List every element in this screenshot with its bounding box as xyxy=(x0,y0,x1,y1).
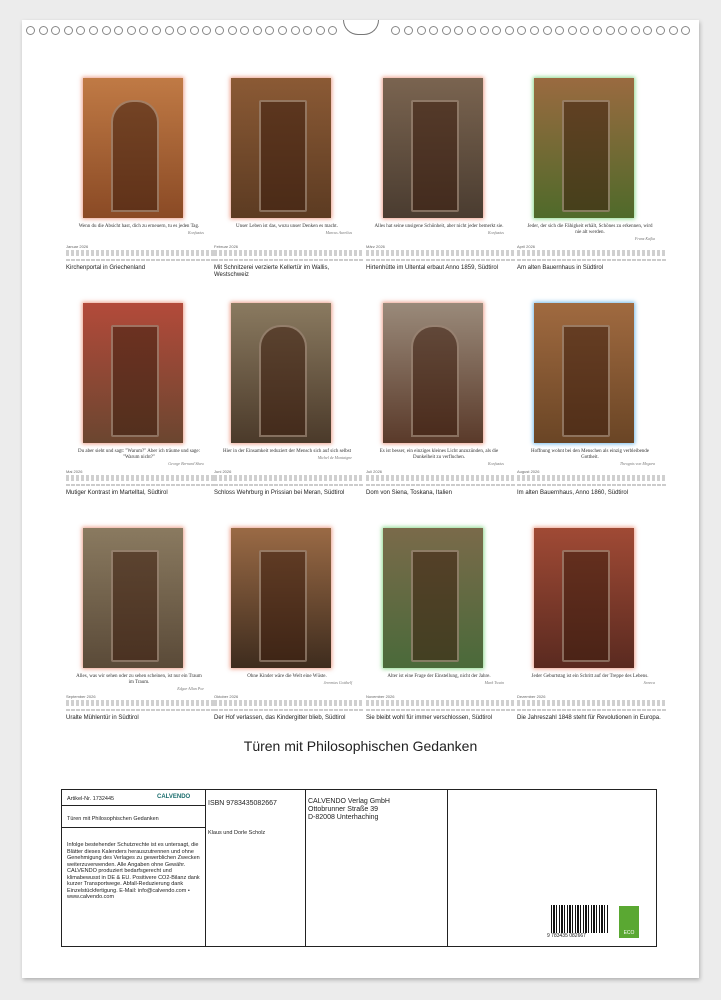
photo-caption: Schloss Wehrburg in Prissian bei Meran, Südtirol xyxy=(214,490,345,496)
binding-ring xyxy=(669,26,678,35)
quote xyxy=(74,224,204,236)
article-number: Artikel-Nr. 1732445 xyxy=(67,796,115,802)
day-grid-lines xyxy=(517,709,667,711)
day-grid xyxy=(517,475,667,481)
photo-caption: Im alten Bauernhaus, Anno 1860, Südtirol xyxy=(517,490,629,496)
series-title: Türen mit Philosophischen Gedanken xyxy=(67,816,159,822)
binding-ring xyxy=(253,26,262,35)
quote-author: Seneca xyxy=(643,680,655,685)
quote xyxy=(525,674,655,686)
quote-author: Konfuzius xyxy=(487,230,504,235)
day-grid-lines xyxy=(66,484,216,486)
door-photo xyxy=(83,528,183,668)
quote xyxy=(374,674,504,686)
binding-ring xyxy=(291,26,300,35)
quote-author: Michel de Montaigne xyxy=(317,455,352,460)
quote-author: Franz Kafka xyxy=(634,236,655,241)
door-shape xyxy=(259,550,307,662)
day-grid xyxy=(517,250,667,256)
day-grid xyxy=(66,475,216,481)
quote-text: Jeder, der sich die Fähigkeit erhält, Schönes zu erkennen, wird nie alt werden. xyxy=(527,224,653,235)
photo-caption: Uralte Mühlentür in Südtirol xyxy=(66,715,139,721)
binding-ring xyxy=(202,26,211,35)
binding-ring xyxy=(303,26,312,35)
door-photo xyxy=(534,78,634,218)
binding-ring xyxy=(64,26,73,35)
quote xyxy=(374,224,504,236)
day-grid-lines xyxy=(366,259,516,261)
door-photo xyxy=(231,78,331,218)
quote-author: Konfuzius xyxy=(487,461,504,466)
door-photo xyxy=(383,78,483,218)
quote-author: Jeremias Gotthelf xyxy=(323,680,352,685)
binding-ring xyxy=(404,26,413,35)
quote-text: Ohne Kinder wäre die Welt eine Wüste. xyxy=(247,674,327,679)
info-col-barcode xyxy=(447,790,656,946)
quote xyxy=(74,449,204,467)
photo-caption: Mutiger Kontrast im Martelltal, Südtirol xyxy=(66,490,168,496)
day-grid xyxy=(366,475,516,481)
door-shape xyxy=(562,325,610,437)
binding-ring xyxy=(89,26,98,35)
photo-caption: Die Jahreszahl 1848 steht für Revolutionen in Europa. xyxy=(517,715,661,721)
barcode xyxy=(551,905,609,933)
day-grid xyxy=(66,250,216,256)
day-grid-lines xyxy=(366,484,516,486)
eco-label: ECO xyxy=(623,930,635,936)
quote xyxy=(374,449,504,467)
month-name: August 2026 xyxy=(517,469,540,474)
binding-ring xyxy=(152,26,161,35)
quote-text: Alles, was wir sehen oder zu sehen scheinen, ist nur ein Traum im Traum. xyxy=(76,674,202,685)
binding-ring xyxy=(165,26,174,35)
day-grid xyxy=(366,250,516,256)
quote-text: Du aber sieht und sagt: "Warum?" Aber ich träume und sage: "Warum nicht?" xyxy=(78,449,200,460)
door-shape xyxy=(411,550,459,662)
photo-caption: Am alten Bauernhaus in Südtirol xyxy=(517,265,604,271)
photo-caption: Hirtenhütte im Ultental erbaut Anno 1859, Südtirol xyxy=(366,265,499,271)
binding-ring xyxy=(102,26,111,35)
day-grid xyxy=(214,475,364,481)
calendar-title: Türen mit Philosophischen Gedanken xyxy=(243,738,478,754)
binding-ring xyxy=(177,26,186,35)
info-col-publisher xyxy=(305,790,448,946)
binding-ring xyxy=(278,26,287,35)
door-photo xyxy=(383,303,483,443)
divider xyxy=(62,827,205,828)
quote-author: Edgar Allan Poe xyxy=(177,686,204,691)
authors: Klaus und Dorle Scholz xyxy=(208,830,266,836)
photo-caption: Mit Schnitzerei verzierte Kellertür im Wallis, Westschweiz xyxy=(214,265,330,278)
binding-ring xyxy=(454,26,463,35)
day-grid xyxy=(366,700,516,706)
binding-ring xyxy=(240,26,249,35)
quote xyxy=(74,674,204,692)
quote-author: Marcus Aurelius xyxy=(325,230,352,235)
legal-text: Infolge bestehender Schutzrechte ist es untersagt, die Blätter dieses Kalenders herauszutrennen und ohne Genehmigung des Verlages zu gewerblichen Zwecken weiterzuverwenden. Alle Angaben ohne Gewähr. CALVENDO produziert bedarfsgerecht und klimabewusst in DE & EU. Positivere CO2-Bilanz dank kurzer Transportwege. Abfall-Reduzierung dank Einzelstückfertigung. E-Mail: info@calvendo.com • www.calvendo.com xyxy=(67,842,200,900)
door-photo xyxy=(534,303,634,443)
door-photo xyxy=(83,78,183,218)
binding-ring xyxy=(517,26,526,35)
binding-ring xyxy=(530,26,539,35)
day-grid-lines xyxy=(517,259,667,261)
binding-ring xyxy=(51,26,60,35)
binding-ring xyxy=(555,26,564,35)
quote-text: Alles hat seine unsigene Schönheit, aber nicht jeder bemerkt sie. xyxy=(374,224,504,229)
info-col-isbn xyxy=(205,790,306,946)
binding-ring xyxy=(480,26,489,35)
month-name: März 2026 xyxy=(366,244,385,249)
binding-ring xyxy=(228,26,237,35)
info-col-article xyxy=(62,790,206,946)
info-box xyxy=(61,789,657,947)
binding-ring xyxy=(316,26,325,35)
binding-ring xyxy=(580,26,589,35)
binding-ring xyxy=(505,26,514,35)
door-shape xyxy=(411,100,459,212)
door-photo xyxy=(231,528,331,668)
binding-ring xyxy=(190,26,199,35)
binding-ring xyxy=(606,26,615,35)
day-grid-lines xyxy=(214,709,364,711)
day-grid-lines xyxy=(66,709,216,711)
day-grid xyxy=(517,700,667,706)
day-grid-lines xyxy=(517,484,667,486)
publisher-name: CALVENDO Verlag GmbH xyxy=(308,798,390,805)
publisher xyxy=(308,798,390,822)
month-name: Juli 2026 xyxy=(366,469,383,474)
binding-ring xyxy=(656,26,665,35)
binding-ring xyxy=(492,26,501,35)
barcode-number: 9 783435 082667 xyxy=(547,933,586,939)
door-shape xyxy=(111,325,159,437)
quote-text: Jeder Geburtstag ist ein Schritt auf der Treppe des Lebens. xyxy=(531,674,649,679)
binding-ring xyxy=(39,26,48,35)
month-name: September 2026 xyxy=(66,694,96,699)
isbn: ISBN 9783435082667 xyxy=(208,800,277,807)
binding-ring xyxy=(26,26,35,35)
binding-ring xyxy=(114,26,123,35)
binding-ring xyxy=(328,26,337,35)
binding-ring xyxy=(467,26,476,35)
photo-caption: Kirchenportal in Griechenland xyxy=(66,265,146,271)
publisher-street: Ottobrunner Straße 39 xyxy=(308,806,379,813)
binding-ring xyxy=(631,26,640,35)
binding-ring xyxy=(127,26,136,35)
day-grid-lines xyxy=(214,484,364,486)
binding-ring xyxy=(543,26,552,35)
door-shape xyxy=(111,550,159,662)
binding-ring xyxy=(417,26,426,35)
eco-badge xyxy=(619,906,639,938)
month-name: Dezember 2026 xyxy=(517,694,546,699)
binding-ring xyxy=(681,26,690,35)
binding-ring xyxy=(429,26,438,35)
month-name: Mai 2026 xyxy=(66,469,83,474)
month-name: Juni 2026 xyxy=(214,469,232,474)
door-shape xyxy=(411,325,459,437)
door-shape xyxy=(259,100,307,212)
binding-ring xyxy=(139,26,148,35)
quote-text: Es ist besser, ein einziges kleines Licht anzuzünden, als die Dunkelheit zu verfluchen. xyxy=(379,449,499,460)
quote-text: Hoffnung wohnt bei den Menschen als einzig verbleibende Gottheit. xyxy=(530,449,650,460)
quote-text: Wenn du die Absicht hast, dich zu erneuern, tu es jeden Tag. xyxy=(78,224,200,229)
door-shape xyxy=(259,325,307,437)
month-name: Januar 2026 xyxy=(66,244,89,249)
divider xyxy=(62,805,205,806)
day-grid xyxy=(66,700,216,706)
photo-caption: Dom von Siena, Toskana, Italien xyxy=(366,490,452,496)
month-name: November 2026 xyxy=(366,694,395,699)
binding-ring xyxy=(643,26,652,35)
day-grid-lines xyxy=(366,709,516,711)
quote-author: Konfuzius xyxy=(187,230,204,235)
quote-text: Hier in der Einsamkeit reduziert der Mensch sich auf sich selbst xyxy=(222,449,351,454)
door-shape xyxy=(111,100,159,212)
quote-text: Alter ist eine Frage der Einstellung, nicht der Jahre. xyxy=(387,674,491,679)
quote xyxy=(222,449,352,461)
binding-ring xyxy=(391,26,400,35)
quote-author: Mark Twain xyxy=(484,680,504,685)
binding-ring xyxy=(593,26,602,35)
binding-ring xyxy=(265,26,274,35)
quote xyxy=(525,224,655,242)
month-name: Oktober 2026 xyxy=(214,694,239,699)
door-photo xyxy=(534,528,634,668)
binding-ring xyxy=(76,26,85,35)
door-photo xyxy=(383,528,483,668)
day-grid xyxy=(214,700,364,706)
quote xyxy=(525,449,655,467)
door-shape xyxy=(562,100,610,212)
photo-caption: Sie bleibt wohl für immer verschlossen, Südtirol xyxy=(366,715,493,721)
month-name: April 2026 xyxy=(517,244,536,249)
quote xyxy=(222,224,352,236)
photo-caption: Der Hof verlassen, das Kindergitter blieb, Südtirol xyxy=(214,715,346,721)
day-grid-lines xyxy=(66,259,216,261)
binding-ring xyxy=(215,26,224,35)
door-photo xyxy=(231,303,331,443)
day-grid-lines xyxy=(214,259,364,261)
quote xyxy=(222,674,352,686)
quote-author: George Bernard Shaw xyxy=(168,461,204,466)
day-grid xyxy=(214,250,364,256)
binding-ring xyxy=(618,26,627,35)
door-photo xyxy=(83,303,183,443)
month-name: Februar 2026 xyxy=(214,244,239,249)
binding-ring xyxy=(568,26,577,35)
quote-author: Theognis von Megara xyxy=(619,461,655,466)
publisher-city: D-82008 Unterhaching xyxy=(308,814,379,821)
binding-ring xyxy=(442,26,451,35)
quote-text: Unser Leben ist das, wozu unser Denken es macht. xyxy=(236,224,338,229)
calvendo-logo: CALVENDO xyxy=(157,794,191,800)
door-shape xyxy=(562,550,610,662)
